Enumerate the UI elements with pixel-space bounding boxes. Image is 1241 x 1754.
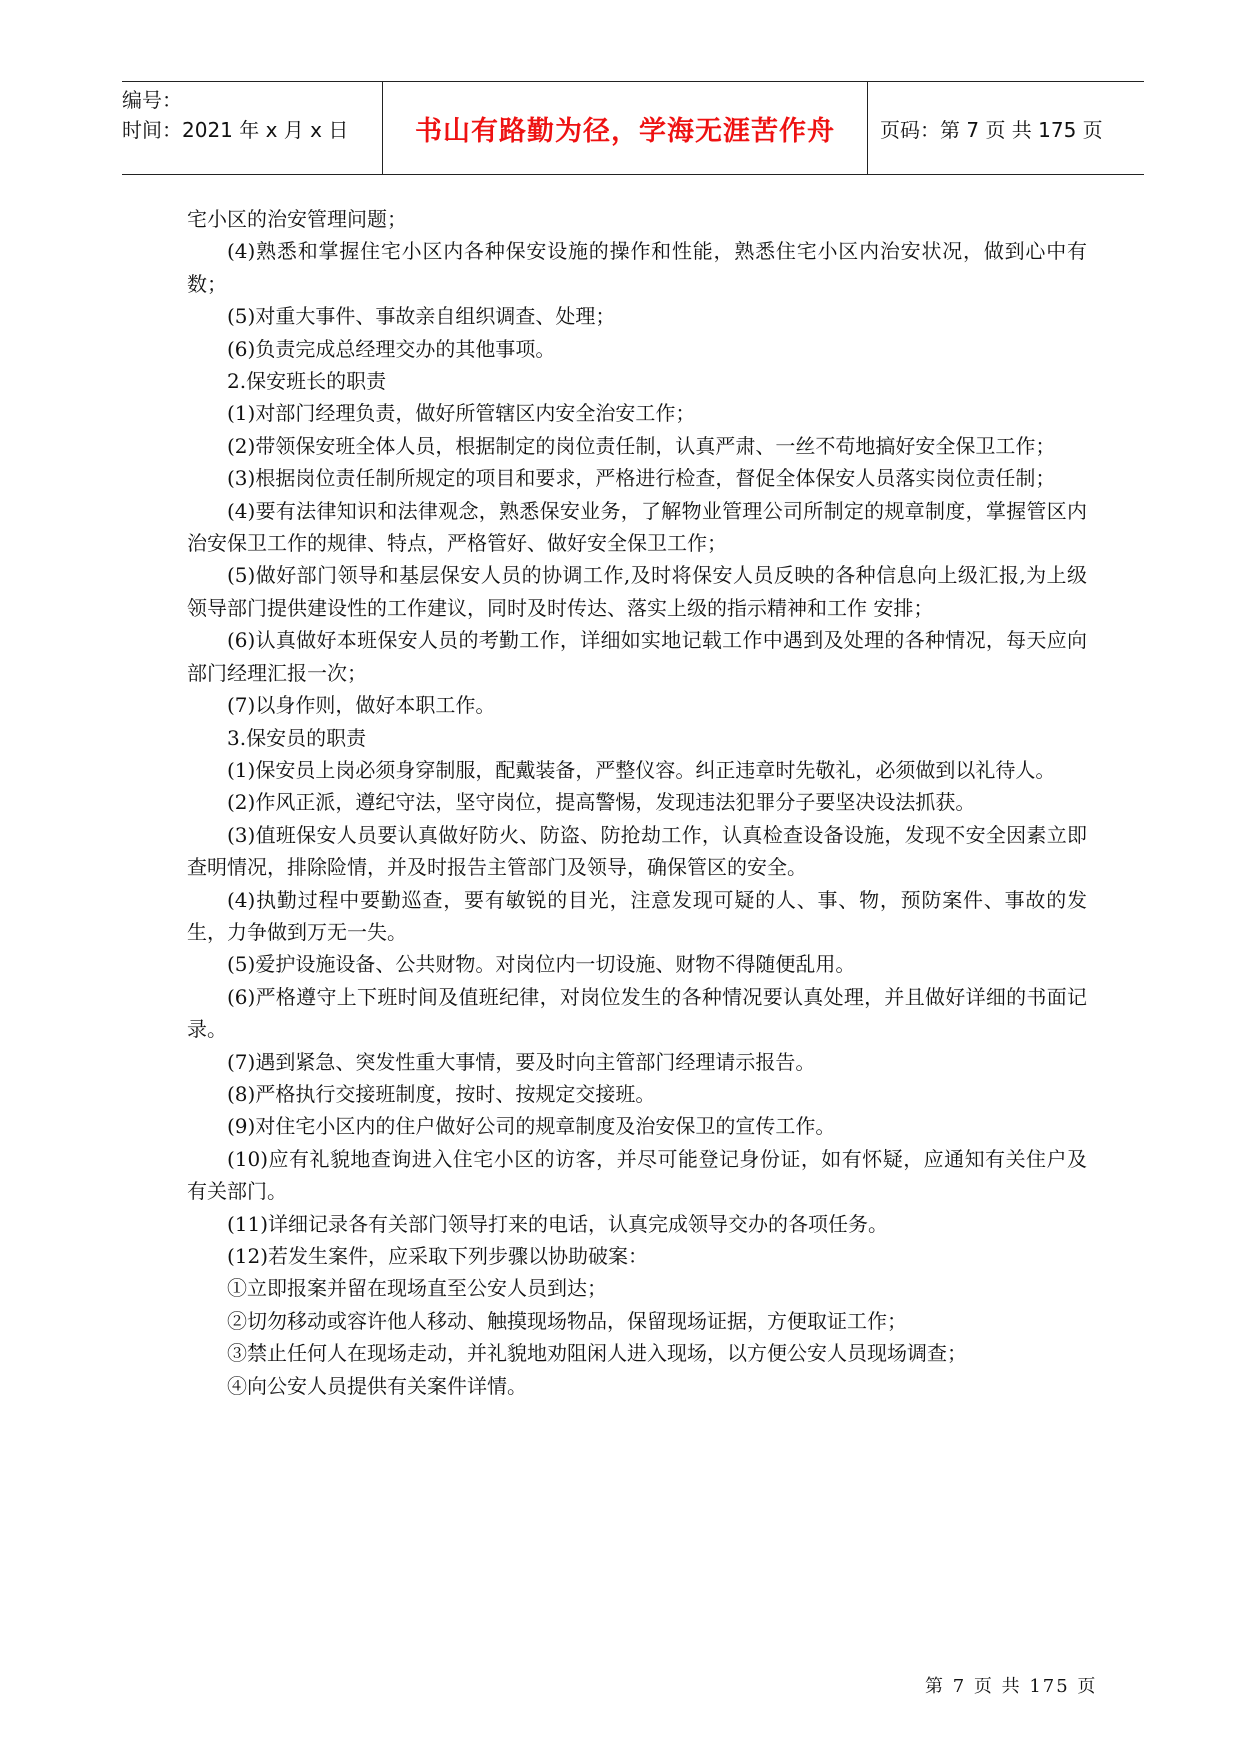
paragraph: (2)带领保安班全体人员，根据制定的岗位责任制，认真严肃、一丝不苟地搞好安全保卫工作； [227, 433, 1056, 458]
paragraph: (1)对部门经理负责，做好所管辖区内安全治安工作； [227, 401, 696, 426]
paragraph: (4)要有法律知识和法律观念，熟悉保安业务，了解物业管理公司所制定的规章制度，掌握管区内治安保卫工作的规律、特点，严格管好、做好安全保卫工作； [187, 498, 1087, 556]
paragraph: (6)负责完成总经理交办的其他事项。 [227, 336, 556, 361]
paragraph: (4)熟悉和掌握住宅小区内各种保安设施的操作和性能，熟悉住宅小区内治安状况，做到心中有数； [187, 239, 1087, 296]
paragraph: (3)根据岗位责任制所规定的项目和要求，严格进行检查，督促全体保安人员落实岗位责任制； [227, 466, 1056, 491]
header-page-info: 页码：第 7 页 共 175 页 [880, 117, 1103, 142]
paragraph: (5)做好部门领导和基层保安人员的协调工作,及时将保安人员反映的各种信息向上级汇报,为上级领导部门提供建设性的工作建议，同时及时传达、落实上级的指示精神和工作 安排； [187, 563, 1087, 620]
paragraph: (12)若发生案件，应采取下列步骤以协助破案： [227, 1244, 649, 1268]
document-time: 时间：2021 年 x 月 x 日 [122, 118, 349, 142]
paragraph: ①立即报案并留在现场直至公安人员到达； [227, 1276, 607, 1301]
paragraph: 2.保安班长的职责 [227, 369, 387, 394]
paragraph: (6)认真做好本班保安人员的考勤工作，详细如实地记载工作中遇到及处理的各种情况，每天应向部门经理汇报一次； [187, 628, 1087, 685]
paragraph: (4)执勤过程中要勤巡查，要有敏锐的目光，注意发现可疑的人、事、物，预防案件、事故的发生，力争做到万无一失。 [187, 887, 1087, 944]
paragraph: (5)爱护设施设备、公共财物。对岗位内一切设施、财物不得随便乱用。 [227, 952, 856, 977]
paragraph: (1)保安员上岗必须身穿制服，配戴装备，严整仪容。纠正违章时先敬礼，必须做到以礼待人。 [227, 757, 1056, 782]
header-motto: 书山有路勤为径，学海无涯苦作舟 [382, 82, 868, 174]
paragraph: (3)值班保安人员要认真做好防火、防盗、防抢劫工作，认真检查设备设施，发现不安全因素立即查明情况，排除险情，并及时报告主管部门及领导，确保管区的安全。 [187, 822, 1087, 880]
paragraph: 3.保安员的职责 [227, 725, 367, 750]
paragraph: (2)作风正派，遵纪守法，坚守岗位，提高警惕，发现违法犯罪分子要坚决设法抓获。 [227, 790, 976, 815]
document-body [187, 203, 1087, 1402]
paragraph: ③禁止任何人在现场走动，并礼貌地劝阻闲人进入现场，以方便公安人员现场调查； [227, 1341, 967, 1366]
paragraph: (7)遇到紧急、突发性重大事情，要及时向主管部门经理请示报告。 [227, 1049, 816, 1074]
paragraph: (8)严格执行交接班制度，按时、按规定交接班。 [227, 1081, 656, 1106]
paragraph: (10)应有礼貌地查询进入住宅小区的访客，并尽可能登记身份证，如有怀疑，应通知有关住户及有关部门。 [187, 1146, 1087, 1204]
page-header [122, 81, 1144, 175]
paragraph: (11)详细记录各有关部门领导打来的电话，认真完成领导交办的各项任务。 [227, 1211, 889, 1236]
paragraph: (6)严格遵守上下班时间及值班纪律，对岗位发生的各种情况要认真处理，并且做好详细的书面记录。 [187, 984, 1087, 1042]
paragraph: ④向公安人员提供有关案件详情。 [227, 1373, 527, 1398]
paragraph: (5)对重大事件、事故亲自组织调查、处理； [227, 304, 616, 329]
header-meta [122, 82, 382, 174]
paragraph: 宅小区的治安管理问题； [187, 207, 407, 231]
page-footer: 第 7 页 共 175 页 [925, 1676, 1098, 1697]
document-number-label: 编号： [122, 88, 182, 112]
paragraph: (7)以身作则，做好本职工作。 [227, 693, 496, 718]
paragraph: ②切勿移动或容许他人移动、触摸现场物品，保留现场证据，方便取证工作； [227, 1308, 907, 1333]
paragraph: (9)对住宅小区内的住户做好公司的规章制度及治安保卫的宣传工作。 [227, 1114, 836, 1139]
